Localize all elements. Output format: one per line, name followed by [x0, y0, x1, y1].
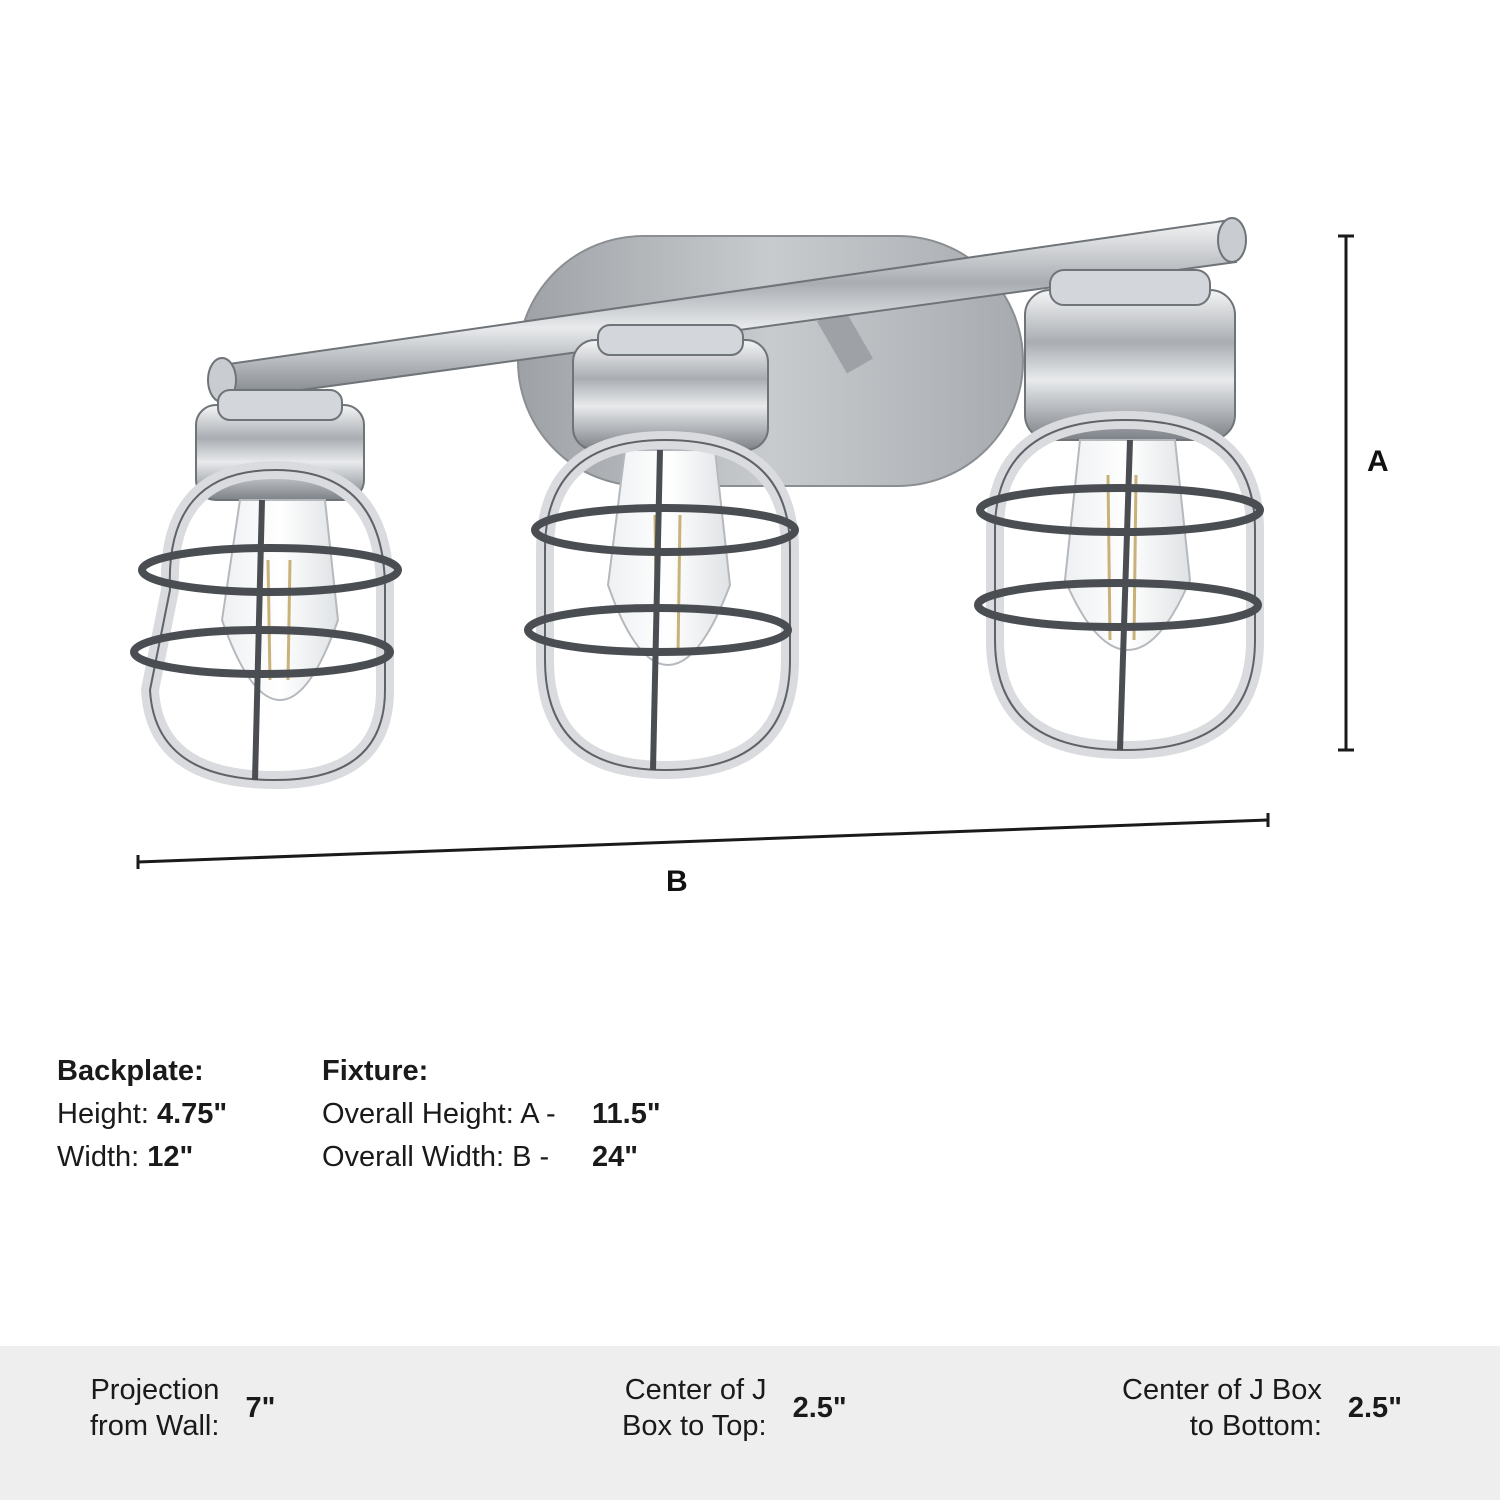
- dimension-b-label: B: [666, 865, 688, 898]
- dimension-a-label: A: [1367, 445, 1389, 478]
- overall-height-value: 11.5": [592, 1098, 661, 1130]
- jbox-to-bottom-label: Center of J Box to Bottom:: [1122, 1374, 1322, 1442]
- dimension-line-b: [138, 813, 1268, 869]
- backplate-height-label: Height:: [57, 1098, 149, 1130]
- backplate-width-row: [57, 1136, 227, 1179]
- overall-width-value: 24": [592, 1141, 639, 1173]
- overall-height-label: Overall Height: A -: [322, 1098, 556, 1130]
- overall-width-label: Overall Width: B -: [322, 1141, 550, 1173]
- projection-value: 7": [245, 1391, 276, 1424]
- projection-label: Projection from Wall:: [90, 1374, 220, 1442]
- jbox-to-bottom-spec: [1122, 1372, 1402, 1444]
- backplate-height-row: [57, 1093, 227, 1136]
- dimension-line-a: [1338, 236, 1354, 750]
- light-left: [134, 390, 398, 780]
- fixture-specs: [322, 1050, 661, 1179]
- jbox-to-top-spec: [622, 1372, 847, 1444]
- projection-spec: [90, 1372, 275, 1444]
- overall-height-row: [322, 1093, 661, 1136]
- overall-width-row: [322, 1136, 661, 1179]
- crossbar-endcap-right: [1218, 218, 1246, 262]
- backplate-heading: Backplate:: [57, 1055, 204, 1087]
- backplate-width-value: 12": [147, 1141, 194, 1173]
- jbox-to-top-label: Center of J Box to Top:: [622, 1374, 767, 1442]
- fixture-heading: Fixture:: [322, 1055, 429, 1087]
- mounting-specs-band: [0, 1346, 1500, 1500]
- backplate-width-label: Width:: [57, 1141, 140, 1173]
- jbox-to-top-value: 2.5": [792, 1391, 847, 1424]
- backplate-specs: [57, 1050, 227, 1179]
- jbox-to-bottom-value: 2.5": [1347, 1391, 1402, 1424]
- backplate-height-value: 4.75": [156, 1098, 228, 1130]
